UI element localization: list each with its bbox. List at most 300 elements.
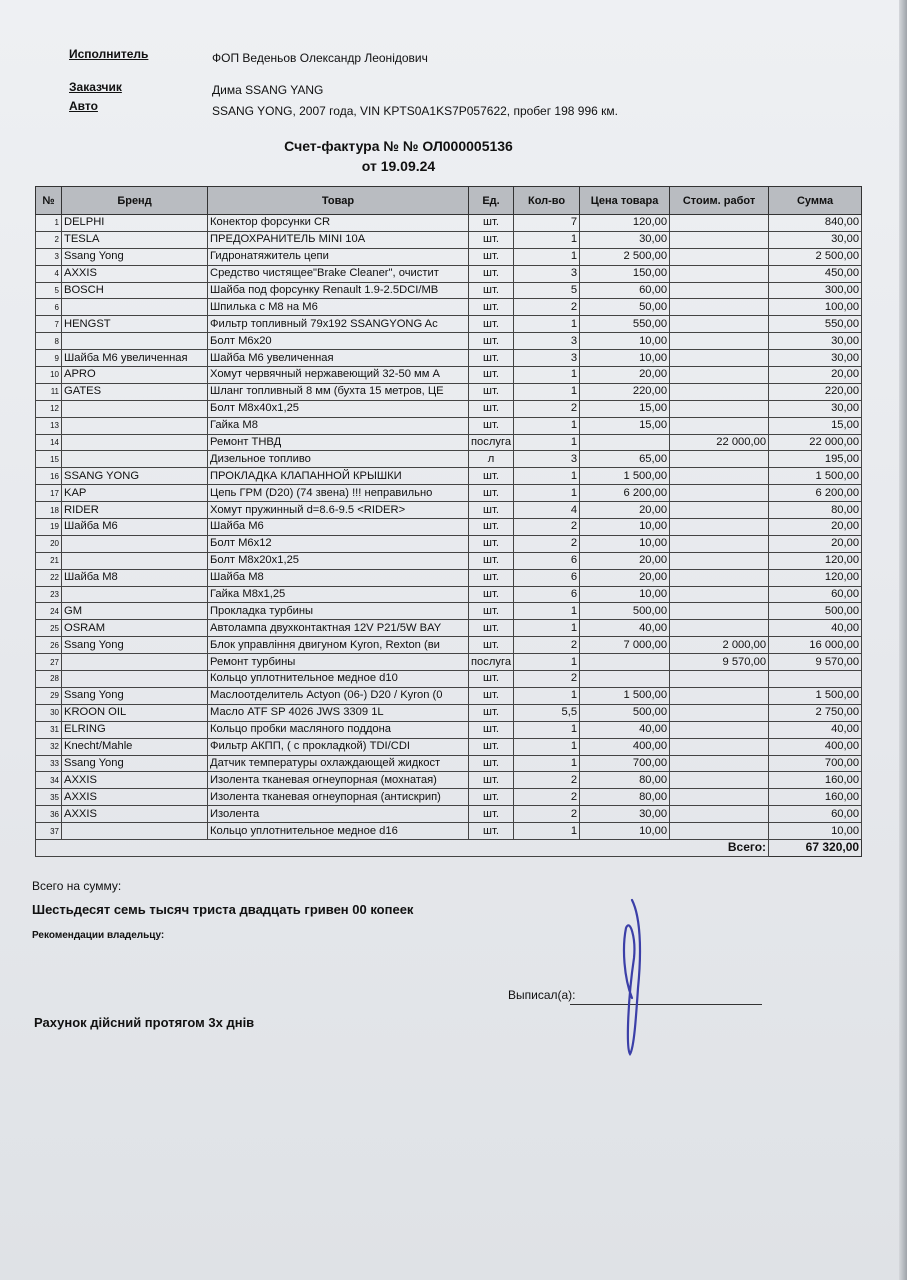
column-header: Бренд bbox=[62, 187, 208, 215]
unit-cell: шт. bbox=[469, 299, 514, 316]
labor-cost-cell bbox=[670, 248, 769, 265]
qty-cell: 1 bbox=[514, 231, 580, 248]
unit-cell: шт. bbox=[469, 755, 514, 772]
product-cell: Цепь ГРМ (D20) (74 звена) !!! неправильно bbox=[208, 485, 469, 502]
column-header: № bbox=[36, 187, 62, 215]
sum-cell: 30,00 bbox=[769, 333, 862, 350]
product-cell: Изолента тканевая огнеупорная (антискрип) bbox=[208, 789, 469, 806]
brand-cell: Ssang Yong bbox=[62, 637, 208, 654]
sum-cell: 550,00 bbox=[769, 316, 862, 333]
unit-cell: шт. bbox=[469, 231, 514, 248]
unit-cell: шт. bbox=[469, 806, 514, 823]
qty-cell: 2 bbox=[514, 772, 580, 789]
table-row bbox=[36, 535, 862, 552]
brand-cell bbox=[62, 552, 208, 569]
row-number: 11 bbox=[36, 383, 62, 400]
sum-cell: 20,00 bbox=[769, 535, 862, 552]
product-cell: Болт М6x20 bbox=[208, 333, 469, 350]
unit-cell: шт. bbox=[469, 552, 514, 569]
unit-cell: шт. bbox=[469, 687, 514, 704]
product-cell: Кольцо уплотнительное медное d16 bbox=[208, 823, 469, 840]
qty-cell: 6 bbox=[514, 569, 580, 586]
product-cell: Изолента тканевая огнеупорная (мохнатая) bbox=[208, 772, 469, 789]
unit-cell: шт. bbox=[469, 400, 514, 417]
labor-cost-cell bbox=[670, 299, 769, 316]
row-number: 9 bbox=[36, 350, 62, 367]
brand-cell: Ssang Yong bbox=[62, 248, 208, 265]
unit-cell: шт. bbox=[469, 535, 514, 552]
sum-cell: 195,00 bbox=[769, 451, 862, 468]
labor-cost-cell bbox=[670, 603, 769, 620]
brand-cell: GM bbox=[62, 603, 208, 620]
product-cell: Гидронатяжитель цепи bbox=[208, 248, 469, 265]
labor-cost-cell bbox=[670, 620, 769, 637]
product-cell: Датчик температуры охлаждающей жидкост bbox=[208, 755, 469, 772]
unit-cell: шт. bbox=[469, 823, 514, 840]
qty-cell: 3 bbox=[514, 350, 580, 367]
sum-cell: 100,00 bbox=[769, 299, 862, 316]
product-cell: Средство чистящее"Brake Cleaner", очистит bbox=[208, 265, 469, 282]
unit-cell: шт. bbox=[469, 265, 514, 282]
unit-cell: шт. bbox=[469, 519, 514, 536]
issued-by-label: Выписал(а): bbox=[508, 988, 576, 1002]
labor-cost-cell bbox=[670, 333, 769, 350]
price-cell: 40,00 bbox=[580, 620, 670, 637]
row-number: 12 bbox=[36, 400, 62, 417]
product-cell: Фильтр топливный 79x192 SSANGYONG Ac bbox=[208, 316, 469, 333]
product-cell: Кольцо пробки масляного поддона bbox=[208, 721, 469, 738]
unit-cell: шт. bbox=[469, 789, 514, 806]
unit-cell: шт. bbox=[469, 586, 514, 603]
sum-cell: 40,00 bbox=[769, 620, 862, 637]
brand-cell: DELPHI bbox=[62, 215, 208, 232]
row-number: 24 bbox=[36, 603, 62, 620]
sum-cell: 80,00 bbox=[769, 502, 862, 519]
signature-mark bbox=[612, 898, 652, 1058]
table-row bbox=[36, 468, 862, 485]
row-number: 4 bbox=[36, 265, 62, 282]
qty-cell: 1 bbox=[514, 434, 580, 451]
table-row bbox=[36, 738, 862, 755]
price-cell: 40,00 bbox=[580, 721, 670, 738]
sum-cell: 1 500,00 bbox=[769, 687, 862, 704]
qty-cell: 3 bbox=[514, 333, 580, 350]
invoice-table bbox=[35, 186, 862, 857]
row-number: 29 bbox=[36, 687, 62, 704]
brand-cell: Ssang Yong bbox=[62, 687, 208, 704]
qty-cell: 1 bbox=[514, 755, 580, 772]
labor-cost-cell bbox=[670, 823, 769, 840]
qty-cell: 1 bbox=[514, 417, 580, 434]
row-number: 32 bbox=[36, 738, 62, 755]
unit-cell: шт. bbox=[469, 738, 514, 755]
qty-cell: 6 bbox=[514, 552, 580, 569]
unit-cell: шт. bbox=[469, 367, 514, 384]
product-cell: Гайка М8 bbox=[208, 417, 469, 434]
table-row bbox=[36, 400, 862, 417]
qty-cell: 1 bbox=[514, 316, 580, 333]
total-label: Всего: bbox=[36, 839, 769, 856]
product-cell: Фильтр АКПП, ( с прокладкой) TDI/CDI bbox=[208, 738, 469, 755]
labor-cost-cell bbox=[670, 721, 769, 738]
table-row bbox=[36, 417, 862, 434]
unit-cell: послуга bbox=[469, 434, 514, 451]
qty-cell: 5 bbox=[514, 282, 580, 299]
sum-cell: 30,00 bbox=[769, 400, 862, 417]
column-header: Сумма bbox=[769, 187, 862, 215]
qty-cell: 7 bbox=[514, 215, 580, 232]
product-cell: Шайба М8 bbox=[208, 569, 469, 586]
table-row bbox=[36, 789, 862, 806]
brand-cell: ELRING bbox=[62, 721, 208, 738]
unit-cell: шт. bbox=[469, 772, 514, 789]
labor-cost-cell bbox=[670, 316, 769, 333]
brand-cell: Ssang Yong bbox=[62, 755, 208, 772]
table-row bbox=[36, 704, 862, 721]
column-header: Цена товара bbox=[580, 187, 670, 215]
unit-cell: шт. bbox=[469, 485, 514, 502]
unit-cell: шт. bbox=[469, 569, 514, 586]
product-cell: Болт М6x12 bbox=[208, 535, 469, 552]
row-number: 25 bbox=[36, 620, 62, 637]
row-number: 8 bbox=[36, 333, 62, 350]
signature-line bbox=[570, 1004, 762, 1005]
table-row bbox=[36, 552, 862, 569]
row-number: 18 bbox=[36, 502, 62, 519]
labor-cost-cell bbox=[670, 367, 769, 384]
price-cell: 10,00 bbox=[580, 823, 670, 840]
table-row bbox=[36, 282, 862, 299]
price-cell: 500,00 bbox=[580, 603, 670, 620]
row-number: 6 bbox=[36, 299, 62, 316]
brand-cell: APRO bbox=[62, 367, 208, 384]
product-cell: Прокладка турбины bbox=[208, 603, 469, 620]
sum-cell: 2 500,00 bbox=[769, 248, 862, 265]
qty-cell: 1 bbox=[514, 383, 580, 400]
table-row bbox=[36, 654, 862, 671]
sum-cell: 20,00 bbox=[769, 519, 862, 536]
row-number: 16 bbox=[36, 468, 62, 485]
price-cell bbox=[580, 671, 670, 688]
price-cell: 60,00 bbox=[580, 282, 670, 299]
labor-cost-cell: 2 000,00 bbox=[670, 637, 769, 654]
car-value: SSANG YONG, 2007 года, VIN KPTS0A1KS7P057622, пробег 198 996 км. bbox=[212, 104, 618, 118]
table-row bbox=[36, 451, 862, 468]
sum-cell: 400,00 bbox=[769, 738, 862, 755]
price-cell: 150,00 bbox=[580, 265, 670, 282]
table-header bbox=[36, 187, 862, 215]
brand-cell bbox=[62, 586, 208, 603]
unit-cell: послуга bbox=[469, 654, 514, 671]
sum-label: Всего на сумму: bbox=[32, 879, 122, 893]
price-cell: 550,00 bbox=[580, 316, 670, 333]
labor-cost-cell bbox=[670, 231, 769, 248]
table-row bbox=[36, 434, 862, 451]
qty-cell: 1 bbox=[514, 468, 580, 485]
customer-label: Заказчик bbox=[69, 80, 122, 94]
product-cell: Шайба М6 bbox=[208, 519, 469, 536]
qty-cell: 2 bbox=[514, 671, 580, 688]
product-cell: Автолампа двухконтактная 12V P21/5W BAY bbox=[208, 620, 469, 637]
brand-cell bbox=[62, 535, 208, 552]
product-cell: ПРОКЛАДКА КЛАПАННОЙ КРЫШКИ bbox=[208, 468, 469, 485]
price-cell: 400,00 bbox=[580, 738, 670, 755]
qty-cell: 1 bbox=[514, 654, 580, 671]
recommendations-label: Рекомендации владельцу: bbox=[32, 930, 165, 941]
sum-cell: 120,00 bbox=[769, 569, 862, 586]
product-cell: Хомут пружинный d=8.6-9.5 <RIDER> bbox=[208, 502, 469, 519]
qty-cell: 1 bbox=[514, 603, 580, 620]
table-row bbox=[36, 671, 862, 688]
price-cell: 220,00 bbox=[580, 383, 670, 400]
unit-cell: шт. bbox=[469, 350, 514, 367]
sum-cell bbox=[769, 671, 862, 688]
row-number: 26 bbox=[36, 637, 62, 654]
price-cell: 20,00 bbox=[580, 502, 670, 519]
unit-cell: шт. bbox=[469, 282, 514, 299]
sum-in-words: Шестьдесят семь тысяч триста двадцать гривен 00 копеек bbox=[32, 902, 414, 917]
unit-cell: шт. bbox=[469, 603, 514, 620]
labor-cost-cell bbox=[670, 350, 769, 367]
brand-cell bbox=[62, 434, 208, 451]
table-row bbox=[36, 299, 862, 316]
product-cell: Дизельное топливо bbox=[208, 451, 469, 468]
qty-cell: 1 bbox=[514, 485, 580, 502]
sum-cell: 840,00 bbox=[769, 215, 862, 232]
product-cell: Блок управління двигуном Kyron, Rexton (ви bbox=[208, 637, 469, 654]
unit-cell: л bbox=[469, 451, 514, 468]
brand-cell: AXXIS bbox=[62, 265, 208, 282]
row-number: 33 bbox=[36, 755, 62, 772]
labor-cost-cell bbox=[670, 738, 769, 755]
row-number: 21 bbox=[36, 552, 62, 569]
brand-cell bbox=[62, 823, 208, 840]
qty-cell: 1 bbox=[514, 620, 580, 637]
table-row bbox=[36, 687, 862, 704]
qty-cell: 2 bbox=[514, 400, 580, 417]
price-cell: 15,00 bbox=[580, 417, 670, 434]
executor-label: Исполнитель bbox=[69, 47, 149, 61]
table-row bbox=[36, 248, 862, 265]
table-row bbox=[36, 823, 862, 840]
labor-cost-cell bbox=[670, 806, 769, 823]
row-number: 17 bbox=[36, 485, 62, 502]
product-cell: Болт М8x20x1,25 bbox=[208, 552, 469, 569]
brand-cell bbox=[62, 299, 208, 316]
qty-cell: 5,5 bbox=[514, 704, 580, 721]
qty-cell: 3 bbox=[514, 451, 580, 468]
row-number: 2 bbox=[36, 231, 62, 248]
sum-cell: 300,00 bbox=[769, 282, 862, 299]
labor-cost-cell bbox=[670, 755, 769, 772]
brand-cell: AXXIS bbox=[62, 789, 208, 806]
row-number: 37 bbox=[36, 823, 62, 840]
labor-cost-cell bbox=[670, 485, 769, 502]
qty-cell: 6 bbox=[514, 586, 580, 603]
price-cell: 1 500,00 bbox=[580, 687, 670, 704]
unit-cell: шт. bbox=[469, 468, 514, 485]
row-number: 20 bbox=[36, 535, 62, 552]
column-header: Товар bbox=[208, 187, 469, 215]
table-row bbox=[36, 316, 862, 333]
labor-cost-cell bbox=[670, 519, 769, 536]
row-number: 34 bbox=[36, 772, 62, 789]
price-cell: 50,00 bbox=[580, 299, 670, 316]
product-cell: Маслоотделитель Actyon (06-) D20 / Kyron (0 bbox=[208, 687, 469, 704]
table-row bbox=[36, 755, 862, 772]
labor-cost-cell bbox=[670, 789, 769, 806]
product-cell: Масло ATF SP 4026 JWS 3309 1L bbox=[208, 704, 469, 721]
sum-cell: 30,00 bbox=[769, 350, 862, 367]
table-row bbox=[36, 569, 862, 586]
table-row bbox=[36, 586, 862, 603]
table-row bbox=[36, 383, 862, 400]
price-cell: 10,00 bbox=[580, 350, 670, 367]
qty-cell: 2 bbox=[514, 789, 580, 806]
column-header: Стоим. работ bbox=[670, 187, 769, 215]
sum-cell: 500,00 bbox=[769, 603, 862, 620]
unit-cell: шт. bbox=[469, 671, 514, 688]
price-cell bbox=[580, 434, 670, 451]
paper-edge bbox=[899, 0, 907, 1280]
labor-cost-cell bbox=[670, 535, 769, 552]
labor-cost-cell bbox=[670, 417, 769, 434]
sum-cell: 1 500,00 bbox=[769, 468, 862, 485]
price-cell: 1 500,00 bbox=[580, 468, 670, 485]
brand-cell bbox=[62, 400, 208, 417]
row-number: 5 bbox=[36, 282, 62, 299]
table-row bbox=[36, 721, 862, 738]
sum-cell: 6 200,00 bbox=[769, 485, 862, 502]
price-cell: 80,00 bbox=[580, 772, 670, 789]
sum-cell: 60,00 bbox=[769, 806, 862, 823]
price-cell: 30,00 bbox=[580, 806, 670, 823]
qty-cell: 1 bbox=[514, 248, 580, 265]
unit-cell: шт. bbox=[469, 316, 514, 333]
product-cell: Шайба М6 увеличенная bbox=[208, 350, 469, 367]
qty-cell: 1 bbox=[514, 823, 580, 840]
labor-cost-cell bbox=[670, 772, 769, 789]
price-cell bbox=[580, 654, 670, 671]
labor-cost-cell bbox=[670, 282, 769, 299]
unit-cell: шт. bbox=[469, 333, 514, 350]
labor-cost-cell bbox=[670, 400, 769, 417]
labor-cost-cell bbox=[670, 586, 769, 603]
price-cell: 10,00 bbox=[580, 535, 670, 552]
product-cell: ПРЕДОХРАНИТЕЛЬ MINI 10A bbox=[208, 231, 469, 248]
table-row bbox=[36, 637, 862, 654]
sum-cell: 450,00 bbox=[769, 265, 862, 282]
unit-cell: шт. bbox=[469, 620, 514, 637]
sum-cell: 700,00 bbox=[769, 755, 862, 772]
qty-cell: 2 bbox=[514, 299, 580, 316]
brand-cell bbox=[62, 451, 208, 468]
product-cell: Ремонт ТНВД bbox=[208, 434, 469, 451]
labor-cost-cell bbox=[670, 451, 769, 468]
row-number: 22 bbox=[36, 569, 62, 586]
row-number: 36 bbox=[36, 806, 62, 823]
qty-cell: 1 bbox=[514, 738, 580, 755]
table-row bbox=[36, 215, 862, 232]
price-cell: 6 200,00 bbox=[580, 485, 670, 502]
labor-cost-cell bbox=[670, 265, 769, 282]
row-number: 35 bbox=[36, 789, 62, 806]
price-cell: 700,00 bbox=[580, 755, 670, 772]
row-number: 19 bbox=[36, 519, 62, 536]
labor-cost-cell bbox=[670, 215, 769, 232]
qty-cell: 2 bbox=[514, 519, 580, 536]
brand-cell: AXXIS bbox=[62, 772, 208, 789]
labor-cost-cell bbox=[670, 671, 769, 688]
sum-cell: 60,00 bbox=[769, 586, 862, 603]
qty-cell: 1 bbox=[514, 367, 580, 384]
sum-cell: 120,00 bbox=[769, 552, 862, 569]
product-cell: Изолента bbox=[208, 806, 469, 823]
row-number: 27 bbox=[36, 654, 62, 671]
qty-cell: 1 bbox=[514, 721, 580, 738]
row-number: 28 bbox=[36, 671, 62, 688]
product-cell: Гайка М8x1,25 bbox=[208, 586, 469, 603]
brand-cell: OSRAM bbox=[62, 620, 208, 637]
labor-cost-cell bbox=[670, 569, 769, 586]
brand-cell: TESLA bbox=[62, 231, 208, 248]
product-cell: Шланг топливный 8 мм (бухта 15 метров, ЦЕ bbox=[208, 383, 469, 400]
invoice-title: Счет-фактура № № ОЛ000005136 bbox=[284, 138, 513, 154]
brand-cell: SSANG YONG bbox=[62, 468, 208, 485]
brand-cell: RIDER bbox=[62, 502, 208, 519]
unit-cell: шт. bbox=[469, 417, 514, 434]
sum-cell: 20,00 bbox=[769, 367, 862, 384]
total-row bbox=[36, 839, 862, 856]
brand-cell: Шайба М6 bbox=[62, 519, 208, 536]
executor-value: ФОП Веденьов Олександр Леонідович bbox=[212, 51, 428, 65]
price-cell: 7 000,00 bbox=[580, 637, 670, 654]
table-row bbox=[36, 502, 862, 519]
sum-cell: 2 750,00 bbox=[769, 704, 862, 721]
price-cell: 120,00 bbox=[580, 215, 670, 232]
row-number: 13 bbox=[36, 417, 62, 434]
invoice-date: от 19.09.24 bbox=[361, 158, 436, 174]
row-number: 14 bbox=[36, 434, 62, 451]
qty-cell: 2 bbox=[514, 806, 580, 823]
qty-cell: 2 bbox=[514, 637, 580, 654]
price-cell: 10,00 bbox=[580, 586, 670, 603]
product-cell: Кольцо уплотнительное медное d10 bbox=[208, 671, 469, 688]
brand-cell bbox=[62, 671, 208, 688]
column-header: Ед. bbox=[469, 187, 514, 215]
price-cell: 15,00 bbox=[580, 400, 670, 417]
customer-value: Дима SSANG YANG bbox=[212, 83, 324, 97]
labor-cost-cell bbox=[670, 502, 769, 519]
car-label: Авто bbox=[69, 99, 98, 113]
price-cell: 20,00 bbox=[580, 367, 670, 384]
sum-cell: 9 570,00 bbox=[769, 654, 862, 671]
product-cell: Шпилька с М8 на М6 bbox=[208, 299, 469, 316]
column-header: Кол-во bbox=[514, 187, 580, 215]
unit-cell: шт. bbox=[469, 704, 514, 721]
sum-cell: 22 000,00 bbox=[769, 434, 862, 451]
price-cell: 65,00 bbox=[580, 451, 670, 468]
price-cell: 10,00 bbox=[580, 333, 670, 350]
row-number: 10 bbox=[36, 367, 62, 384]
labor-cost-cell bbox=[670, 687, 769, 704]
total-value: 67 320,00 bbox=[769, 839, 862, 856]
brand-cell: AXXIS bbox=[62, 806, 208, 823]
brand-cell: Шайба М8 bbox=[62, 569, 208, 586]
unit-cell: шт. bbox=[469, 637, 514, 654]
price-cell: 10,00 bbox=[580, 519, 670, 536]
table-row bbox=[36, 772, 862, 789]
